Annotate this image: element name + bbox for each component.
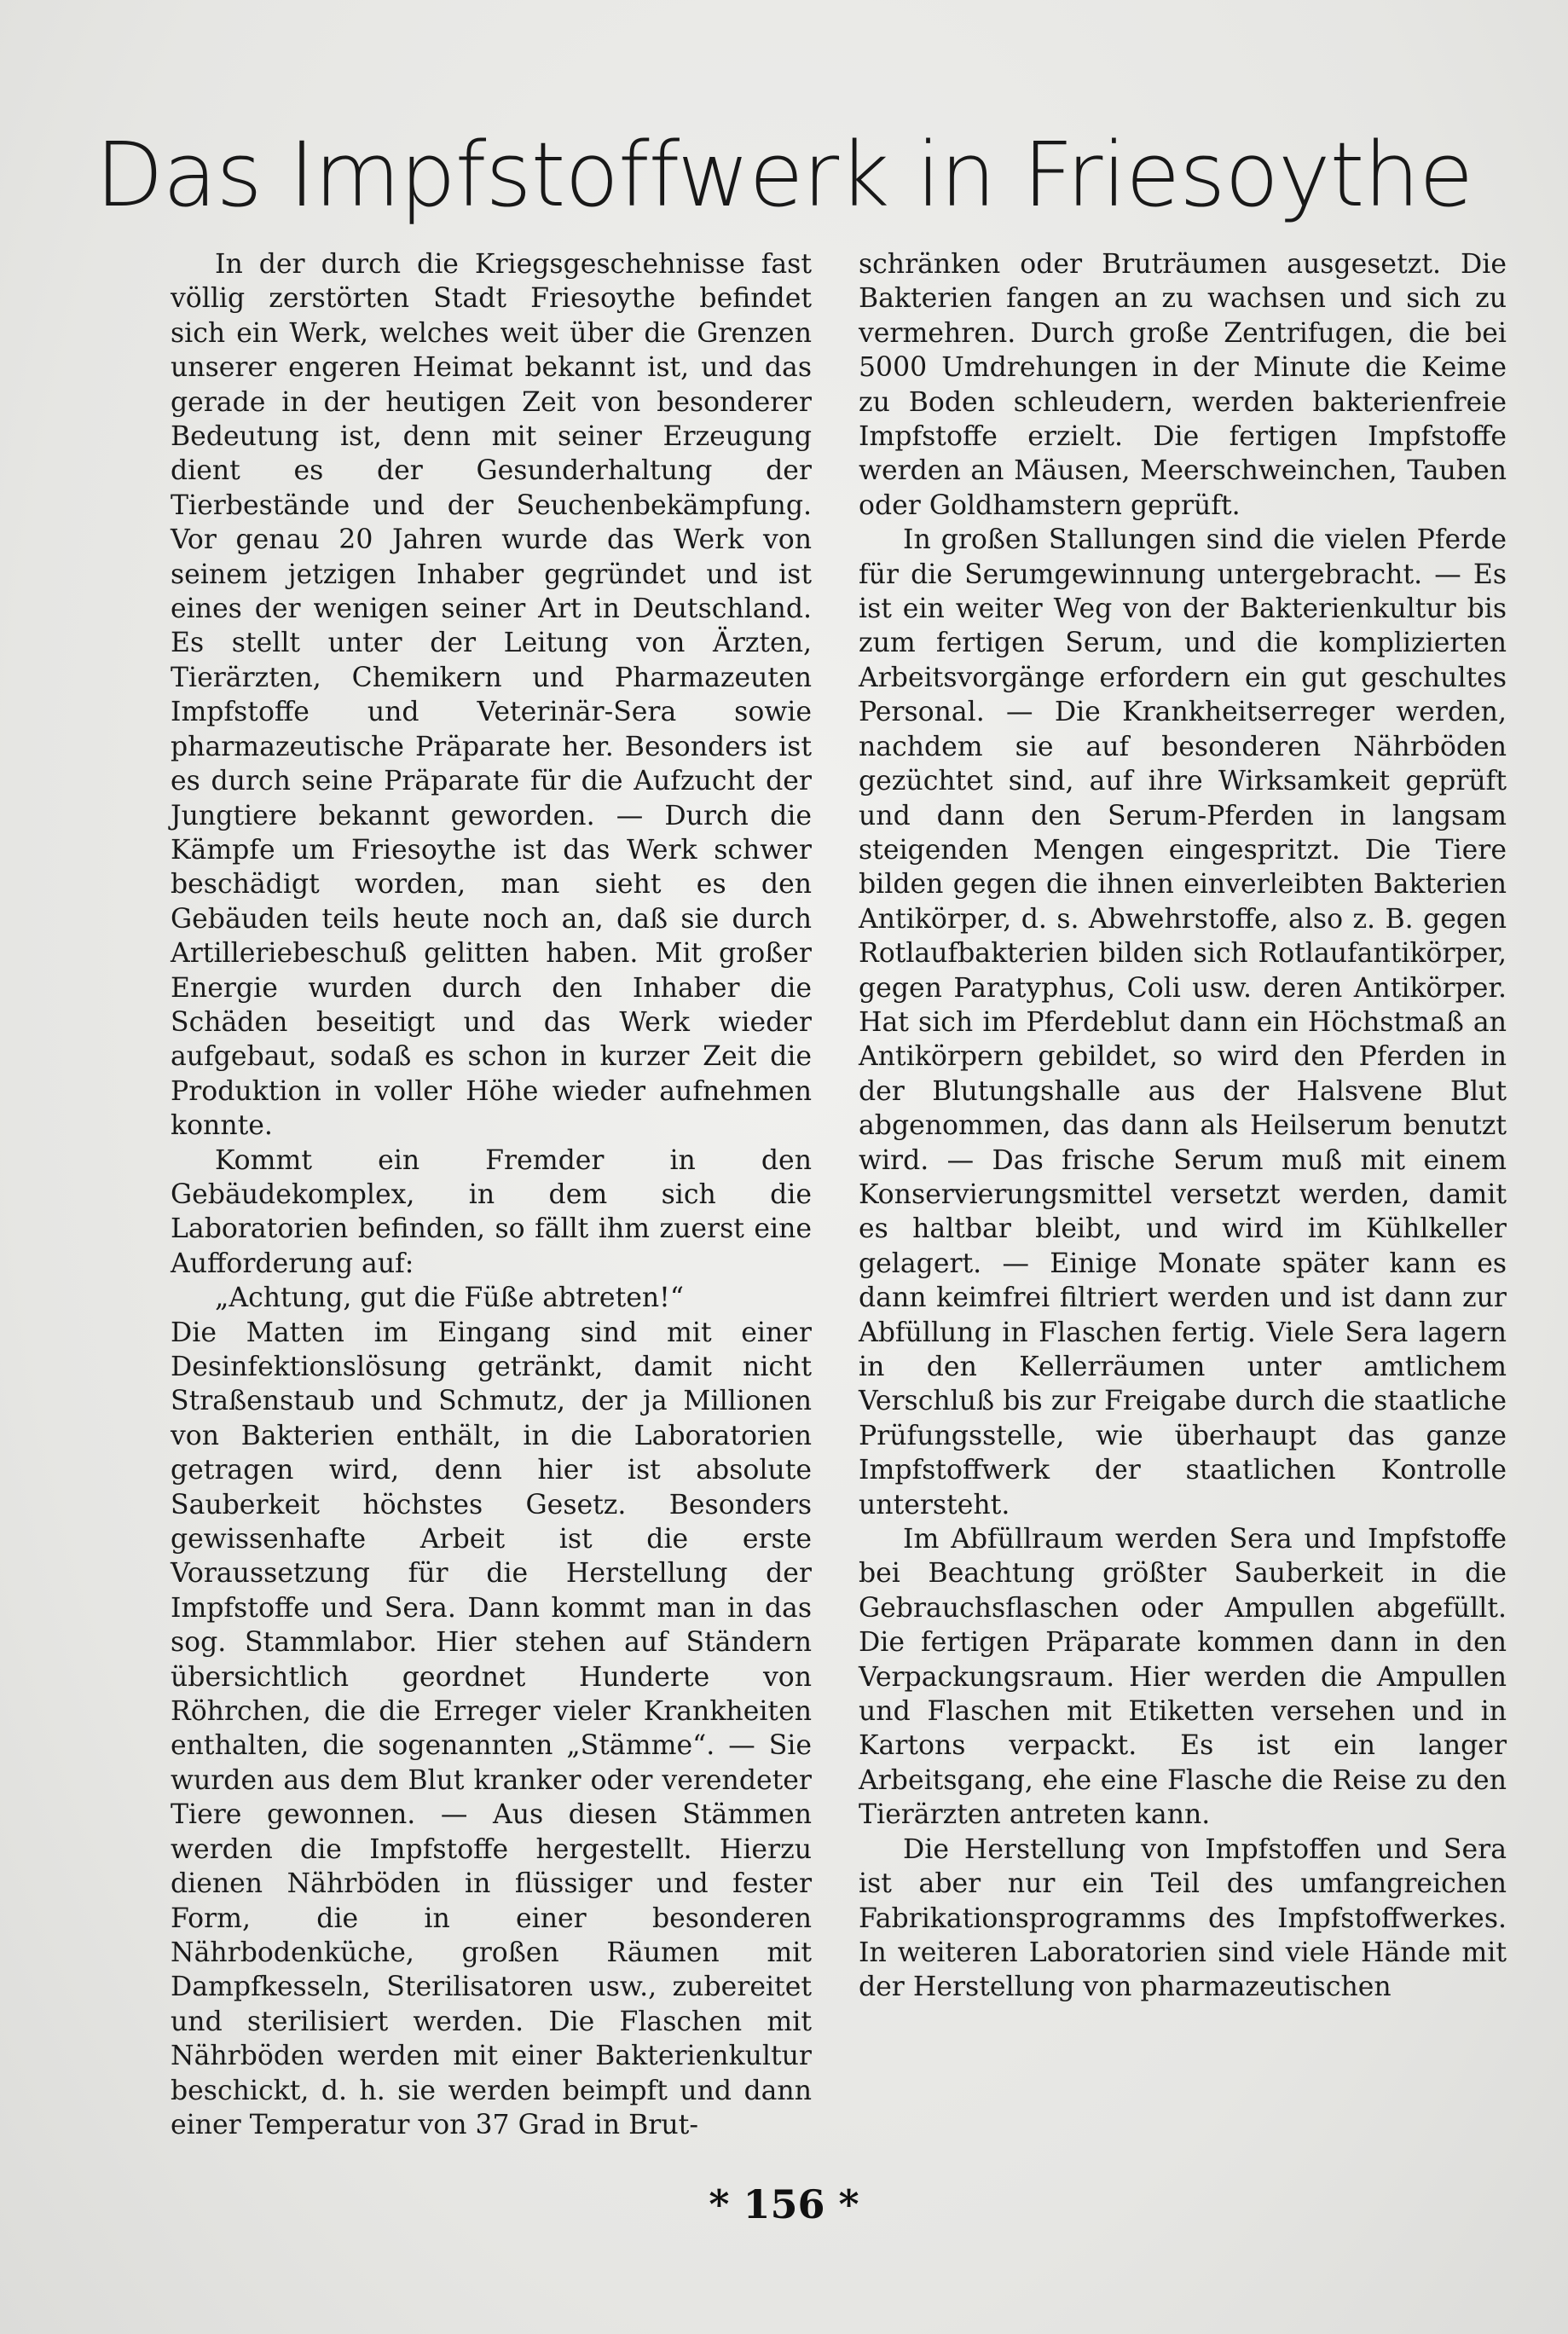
- paragraph: Kommt ein Fremder in den Gebäudekomplex, in dem sich die Laboratorien befinden, so fällt ihm zuerst eine Aufforderung auf:: [171, 1144, 812, 1279]
- quoted-sign-text: „Achtung, gut die Füße abtreten!“: [215, 1283, 684, 1314]
- right-column: [859, 247, 1507, 2005]
- paragraph: Im Abfüllraum werden Sera und Impfstoffe bei Beachtung größter Sauberkeit in die Gebrauchsflaschen oder Ampullen abgefüllt. Die fertigen Präparate kommen dann in den Verpackungsraum. Hier werden die Ampullen und Flaschen mit Etiketten versehen und in Kartons verpackt. Es ist ein langer Arbeitsgang, ehe eine Flasche die Reise zu den Tierärzten antreten kann.: [859, 1524, 1507, 1831]
- paragraph: schränken oder Bruträumen ausgesetzt. Die Bakterien fangen an zu wachsen und sich zu vermehren. Durch große Zentrifugen, die bei 5000 Umdrehungen in der Minute die Keime zu Boden schleudern, werden bakterienfreie Impfstoffe erzielt. Die fertigen Impfstoffe werden an Mäusen, Meerschweinchen, Tauben oder Goldhamstern geprüft.: [859, 249, 1507, 521]
- paragraph: Die Herstellung von Impfstoffen und Sera ist aber nur ein Teil des umfangreichen Fabrikationsprogramms des Impfstoffwerkes. In weiteren Laboratorien sind viele Hände mit der Herstellung von pharmazeutischen: [859, 1833, 1507, 2003]
- paragraph: In großen Stallungen sind die vielen Pferde für die Serumgewinnung untergebracht. — Es ist ein weiter Weg von der Bakterienkultur bis zum fertigen Serum, und die komplizierten Arbeitsvorgänge erfordern ein gut geschultes Personal. — Die Krankheitserreger werden, nachdem sie auf besonderen Nährböden gezüchtet sind, auf ihre Wirksamkeit geprüft und dann den Serum-Pferden in langsam steigenden Mengen eingespritzt. Die Tiere bilden gegen die ihnen einverleibten Bakterien Antikörper, d. s. Abwehrstoffe, also z. B. gegen Rotlaufbakterien bilden sich Rotlaufantikörper, gegen Paratyphus, Coli usw. deren Antikörper. Hat sich im Pferdeblut dann ein Höchstmaß an Antikörpern gebildet, so wird den Pferden in der Blutungshalle aus der Halsvene Blut abgenommen, das dann als Heilserum benutzt wird. — Das frische Serum muß mit einem Konservierungsmittel versetzt werden, damit es haltbar bleibt, und wird im Kühlkeller gelagert. — Einige Monate später kann es dann keimfrei filtriert werden und ist dann zur Abfüllung in Flaschen fertig. Viele Sera lagern in den Kellerräumen unter amtlichem Verschluß bis zur Freigabe durch die staatliche Prüfungsstelle, wie überhaupt das ganze Impfstoffwerk der staatlichen Kontrolle untersteht.: [859, 524, 1507, 1520]
- page-number: * 156 *: [709, 2181, 859, 2227]
- article-title: Das Impfstoffwerk in Friesoythe: [95, 123, 1473, 227]
- paragraph: In der durch die Kriegsgeschehnisse fast völlig zerstörten Stadt Friesoythe befindet sich ein Werk, welches weit über die Grenzen unserer engeren Heimat bekannt ist, und das gerade in der heutigen Zeit von besonderer Bedeutung ist, denn mit seiner Erzeugung dient es der Gesunderhaltung der Tierbestände und der Seuchenbekämpfung. Vor genau 20 Jahren wurde das Werk von seinem jetzigen Inhaber gegründet und ist eines der wenigen seiner Art in Deutschland. Es stellt unter der Leitung von Ärzten, Tierärzten, Chemikern und Pharmazeuten Impfstoffe und Veterinär-Sera sowie pharmazeutische Präparate her. Besonders ist es durch seine Präparate für die Aufzucht der Jungtiere bekannt geworden. — Durch die Kämpfe um Friesoythe ist das Werk schwer beschädigt worden, man sieht es den Gebäuden teils heute noch an, daß sie durch Artilleriebeschuß gelitten haben. Mit großer Energie wurden durch den Inhaber die Schäden beseitigt und das Werk wieder aufgebaut, sodaß es schon in kurzer Zeit die Produktion in voller Höhe wieder aufnehmen konnte.: [171, 249, 812, 1142]
- left-column: [171, 247, 812, 2142]
- paragraph: Die Matten im Eingang sind mit einer Desinfektionslösung getränkt, damit nicht Straßenstaub und Schmutz, der ja Millionen von Bakterien enthält, in die Laboratorien getragen wird, denn hier ist absolute Sauberkeit höchstes Gesetz. Besonders gewissenhafte Arbeit ist die erste Voraussetzung für die Herstellung der Impfstoffe und Sera. Dann kommt man in das sog. Stammlabor. Hier stehen auf Ständern übersichtlich geordnet Hunderte von Röhrchen, die die Erreger vieler Krankheiten enthalten, die sogenannten „Stämme“. — Sie wurden aus dem Blut kranker oder verendeter Tiere gewonnen. — Aus diesen Stämmen werden die Impfstoffe hergestellt. Hierzu dienen Nährböden in flüssiger und fester Form, die in einer besonderen Nährbodenküche, großen Räumen mit Dampfkesseln, Sterilisatoren usw., zubereitet und sterilisiert werden. Die Flaschen mit Nährböden werden mit einer Bakterienkultur beschickt, d. h. sie werden beimpft und dann einer Temperatur von 37 Grad in Brut-: [171, 1317, 812, 2140]
